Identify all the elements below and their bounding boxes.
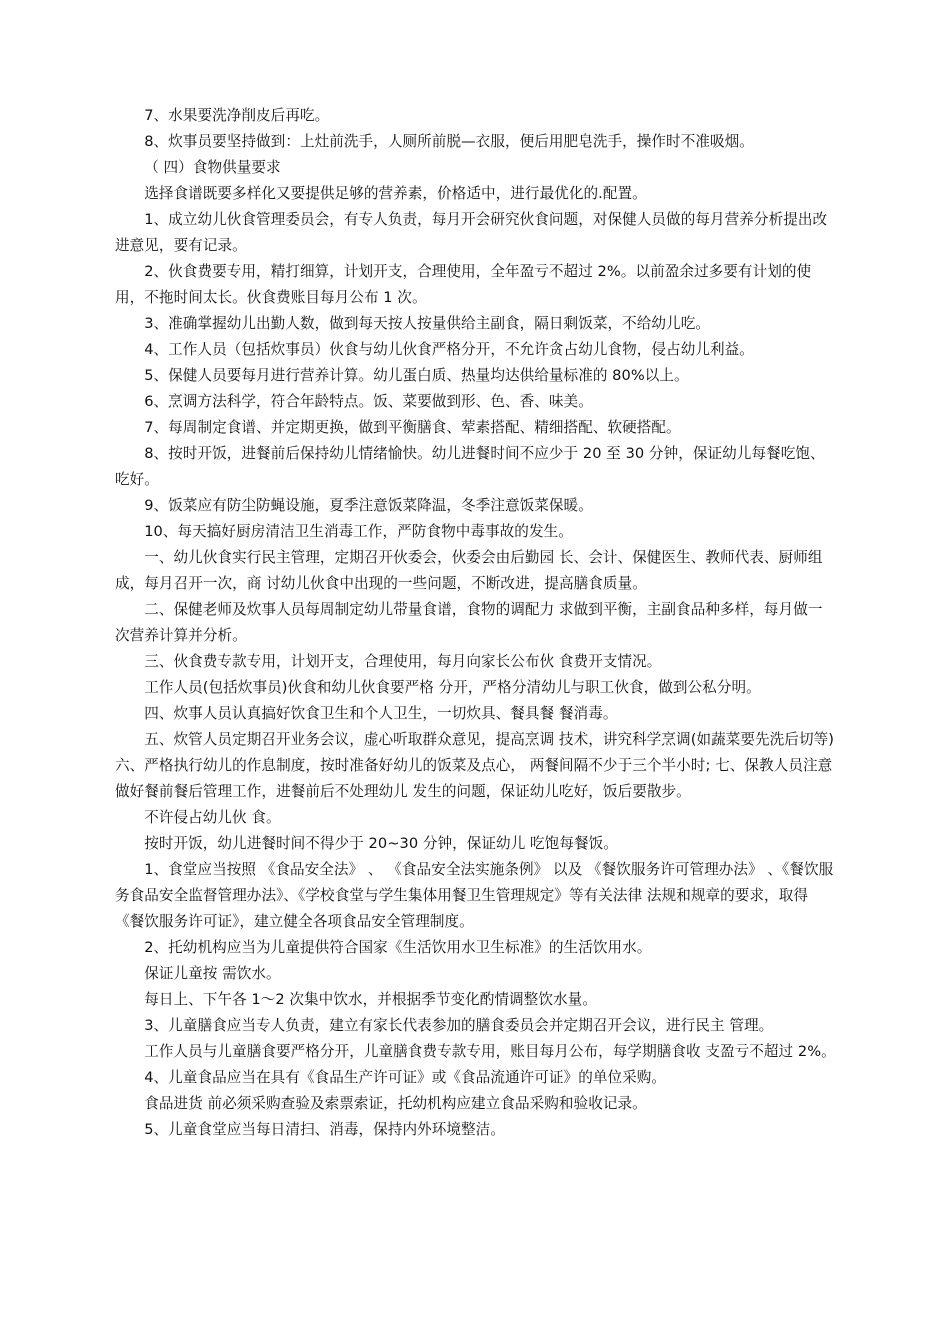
paragraph: 7、每周制定食谱、并定期更换，做到平衡膳食、荤素搭配、精细搭配、软硬搭配。 — [144, 419, 681, 436]
paragraph: 保证儿童按 需饮水。 — [144, 965, 281, 982]
paragraph: 4、儿童食品应当在具有《食品生产许可证》或《食品流通许可证》的单位采购。 — [144, 1069, 667, 1086]
paragraph: 不许侵占幼儿伙 食。 — [144, 809, 281, 826]
paragraph: 3、准确掌握幼儿出勤人数，做到每天按人按量供给主副食，隔日剩饭菜，不给幼儿吃。 — [144, 315, 710, 332]
paragraph: 选择食谱既要多样化又要提供足够的营养素，价格适中，进行最优化的.配置。 — [144, 185, 647, 202]
paragraph: 5、保健人员要每月进行营养计算。幼儿蛋白质、热量均达供给量标准的 80%以上。 — [144, 367, 689, 384]
paragraph: 一、幼儿伙食实行民主管理，定期召开伙委会，伙委会由后勤园 长、会计、保健医生、教师代表、厨师组成，每月召开一次，商 讨幼儿伙食中出现的一些问题，不断改进，提高膳食质量。 — [115, 549, 823, 592]
paragraph: 工作人员与儿童膳食要严格分开，儿童膳食费专款专用，账目每月公布，每学期膳食收 支盈亏不超过 2%。 — [144, 1043, 836, 1060]
paragraph: 五、炊管人员定期召开业务会议，虚心听取群众意见，提高烹调 技术，讲究科学烹调(如蔬菜要先洗后切等) 六、严格执行幼儿的作息制度，按时准备好幼儿的饭菜及点心， 两餐间隔不少于三个半小时; 七、保教人员注意做好餐前餐后管理工作，进餐前后不处理幼儿 发生的问题，保证幼儿吃好，饭后要散步。 — [115, 731, 834, 800]
document-body — [115, 103, 837, 1143]
paragraph: 三、伙食费专款专用，计划开支，合理使用，每月向家长公布伙 食费开支情况。 — [144, 653, 662, 670]
paragraph: 10、每天搞好厨房清洁卫生消毒工作，严防食物中毒事故的发生。 — [144, 523, 573, 540]
section-heading: （ 四）食物供量要求 — [144, 159, 281, 176]
paragraph: 5、儿童食堂应当每日清扫、消毒，保持内外环境整洁。 — [144, 1121, 505, 1138]
paragraph: 6、烹调方法科学，符合年龄特点。饭、菜要做到形、色、香、味美。 — [144, 393, 593, 410]
paragraph: 8、炊事员要坚持做到：上灶前洗手，人厕所前脱—衣服，便后用肥皂洗手，操作时不准吸烟。 — [144, 133, 754, 150]
paragraph: 每日上、下午各 1～2 次集中饮水，并根据季节变化酌情调整饮水量。 — [144, 991, 597, 1008]
paragraph: 四、炊事人员认真搞好饮食卫生和个人卫生，一切炊具、餐具餐 餐消毒。 — [144, 705, 618, 722]
paragraph: 工作人员(包括炊事员)伙食和幼儿伙食要严格 分开，严格分清幼儿与职工伙食，做到公私分明。 — [144, 679, 761, 696]
paragraph: 8、按时开饭，进餐前后保持幼儿情绪愉快。幼儿进餐时间不应少于 20 至 30 分钟，保证幼儿每餐吃饱、吃好。 — [115, 445, 825, 488]
paragraph: 二、保健老师及炊事人员每周制定幼儿带量食谱，食物的调配力 求做到平衡，主副食品种多样，每月做一次营养计算并分析。 — [115, 601, 823, 644]
paragraph: 9、饭菜应有防尘防蝇设施，夏季注意饭菜降温，冬季注意饭菜保暖。 — [144, 497, 593, 514]
paragraph: 2、托幼机构应当为儿童提供符合国家《生活饮用水卫生标准》的生活饮用水。 — [144, 939, 652, 956]
paragraph: 7、水果要洗净削皮后再吃。 — [144, 107, 330, 124]
paragraph: 3、儿童膳食应当专人负责，建立有家长代表参加的膳食委员会并定期召开会议，进行民主 管理。 — [144, 1017, 774, 1034]
paragraph: 食品进货 前必须采购查验及索票索证，托幼机构应建立食品采购和验收记录。 — [144, 1095, 647, 1112]
paragraph: 4、工作人员（包括炊事员）伙食与幼儿伙食严格分开，不允许贪占幼儿食物，侵占幼儿利益。 — [144, 341, 754, 358]
paragraph: 1、成立幼儿伙食管理委员会，有专人负责，每月开会研究伙食问题，对保健人员做的每月营养分析提出改进意见，要有记录。 — [115, 211, 828, 254]
paragraph: 按时开饭，幼儿进餐时间不得少于 20~30 分钟，保证幼儿 吃饱每餐饭。 — [144, 835, 618, 852]
paragraph: 2、伙食费要专用，精打细算，计划开支，合理使用，全年盈亏不超过 2%。以前盈余过多要有计划的使用，不拖时间太长。伙食费账目每月公布 1 次。 — [115, 263, 812, 306]
paragraph: 1、食堂应当按照 《食品安全法》 、 《食品安全法实施条例》 以及 《餐饮服务许可管理办法》 、《餐饮服务食品安全监督管理办法》、《学校食堂与学生集体用餐卫生管理规定》等有关法律 法规和规章的要求，取得《餐饮服务许可证》，建立健全各项食品安全管理制度。 — [115, 861, 834, 930]
